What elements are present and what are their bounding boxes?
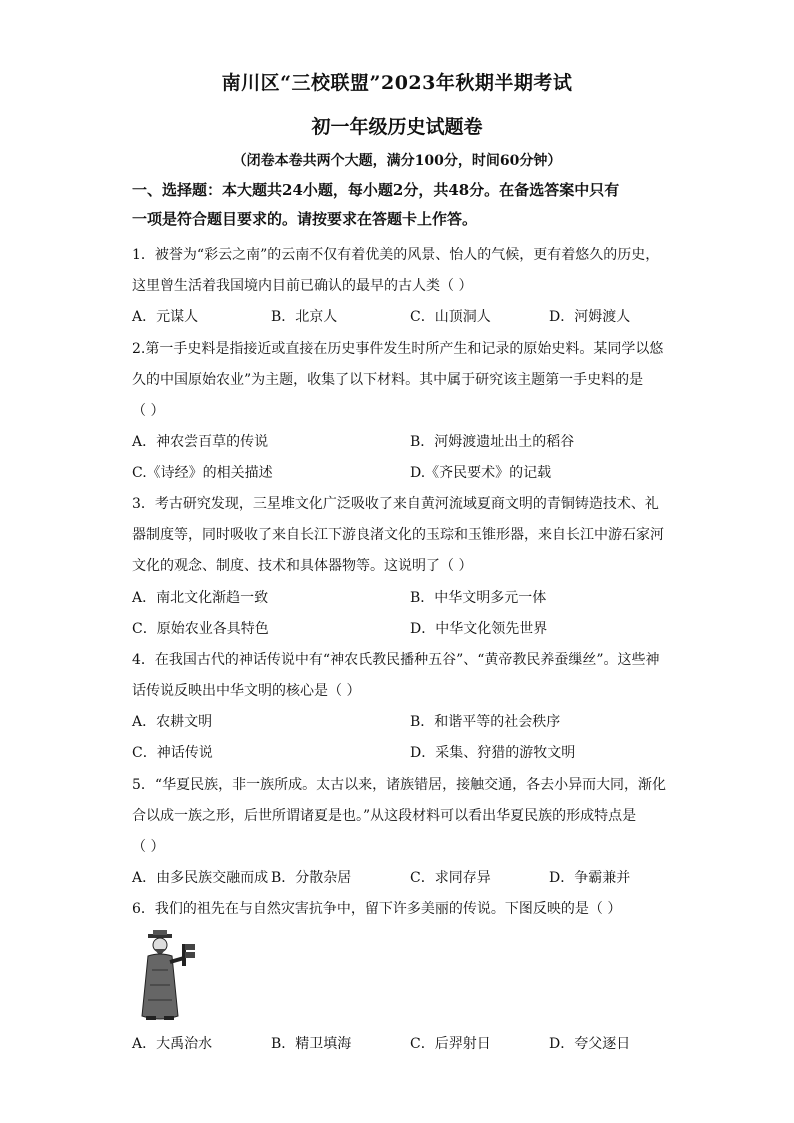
q1-stem-line2: 这里曾生活着我国境内目前已确认的最早的古人类（ ） bbox=[132, 278, 473, 294]
q1-option-a: A．元谋人 bbox=[132, 309, 199, 325]
q1-option-c: C．山顶洞人 bbox=[410, 309, 491, 325]
q6-option-a: A．大禹治水 bbox=[132, 1036, 213, 1052]
q4-option-b: B．和谐平等的社会秩序 bbox=[410, 714, 561, 730]
q2-option-d: D.《齐民要术》的记载 bbox=[410, 465, 552, 481]
q6-option-d: D．夸父逐日 bbox=[549, 1036, 631, 1052]
exam-note: （闭卷本卷共两个大题，满分100分，时间60分钟） bbox=[232, 153, 562, 169]
q3-stem-line3: 文化的观念、制度、技术和具体器物等。这说明了（ ） bbox=[132, 558, 473, 574]
q5-option-d: D．争霸兼并 bbox=[549, 870, 631, 886]
dayu-figure-illustration bbox=[130, 930, 200, 1022]
q2-stem-line3: （ ） bbox=[132, 403, 165, 419]
q6-stem-line1: 6．我们的祖先在与自然灾害抗争中，留下许多美丽的传说。下图反映的是（ ） bbox=[132, 901, 622, 917]
q5-option-c: C．求同存异 bbox=[410, 870, 491, 886]
q4-option-a: A．农耕文明 bbox=[132, 714, 213, 730]
q2-stem-line1: 2.第一手史料是指接近或直接在历史事件发生时所产生和记录的原始史料。某同学以悠 bbox=[132, 341, 664, 357]
q3-stem-line1: 3．考古研究发现，三星堆文化广泛吸收了来自黄河流域夏商文明的青铜铸造技术、礼 bbox=[132, 496, 659, 512]
q5-stem-line2: 合以成一族之形，后世所谓诸夏是也。”从这段材料可以看出华夏民族的形成特点是 bbox=[132, 808, 637, 824]
q1-option-b: B．北京人 bbox=[271, 309, 338, 325]
q4-option-c: C．神话传说 bbox=[132, 745, 213, 761]
section-heading-line2: 一项是符合题目要求的。请按要求在答题卡上作答。 bbox=[132, 210, 478, 228]
section-heading-line1: 一、选择题：本大题共24小题，每小题2分，共48分。在备选答案中只有 bbox=[132, 181, 620, 199]
q6-option-c: C．后羿射日 bbox=[410, 1036, 491, 1052]
q4-option-d: D．采集、狩猎的游牧文明 bbox=[410, 745, 576, 761]
q5-stem-line1: 5．“华夏民族，非一族所成。太古以来，诸族错居，接触交通，各去小异而大同，渐化 bbox=[132, 777, 667, 793]
q4-stem-line1: 4．在我国古代的神话传说中有“神农氏教民播种五谷”、“黄帝教民养蚕缫丝”。这些神 bbox=[132, 652, 660, 668]
q5-option-a: A．由多民族交融而成 bbox=[132, 870, 269, 886]
q3-option-c: C．原始农业各具特色 bbox=[132, 621, 269, 637]
q1-stem-line1: 1．被誉为“彩云之南”的云南不仅有着优美的风景、怡人的气候，更有着悠久的历史， bbox=[132, 247, 660, 263]
exam-title: 南川区“三校联盟”2023年秋期半期考试 bbox=[221, 72, 573, 94]
q1-option-d: D．河姆渡人 bbox=[549, 309, 631, 325]
q2-option-b: B．河姆渡遗址出土的稻谷 bbox=[410, 434, 575, 450]
q2-option-a: A．神农尝百草的传说 bbox=[132, 434, 269, 450]
q6-option-b: B．精卫填海 bbox=[271, 1036, 352, 1052]
q3-option-d: D．中华文化领先世界 bbox=[410, 621, 548, 637]
exam-subtitle: 初一年级历史试题卷 bbox=[311, 116, 483, 138]
q3-option-a: A．南北文化渐趋一致 bbox=[132, 590, 269, 606]
q3-option-b: B．中华文明多元一体 bbox=[410, 590, 547, 606]
q3-stem-line2: 器制度等，同时吸收了来自长江下游良渚文化的玉琮和玉锥形器，来自长江中游石家河 bbox=[132, 527, 664, 543]
q2-stem-line2: 久的中国原始农业”为主题，收集了以下材料。其中属于研究该主题第一手史料的是 bbox=[132, 372, 644, 388]
q4-stem-line2: 话传说反映出中华文明的核心是（ ） bbox=[132, 683, 361, 699]
q5-stem-line3: （ ） bbox=[132, 839, 165, 855]
q2-option-c: C.《诗经》的相关描述 bbox=[132, 465, 273, 481]
q5-option-b: B．分散杂居 bbox=[271, 870, 352, 886]
